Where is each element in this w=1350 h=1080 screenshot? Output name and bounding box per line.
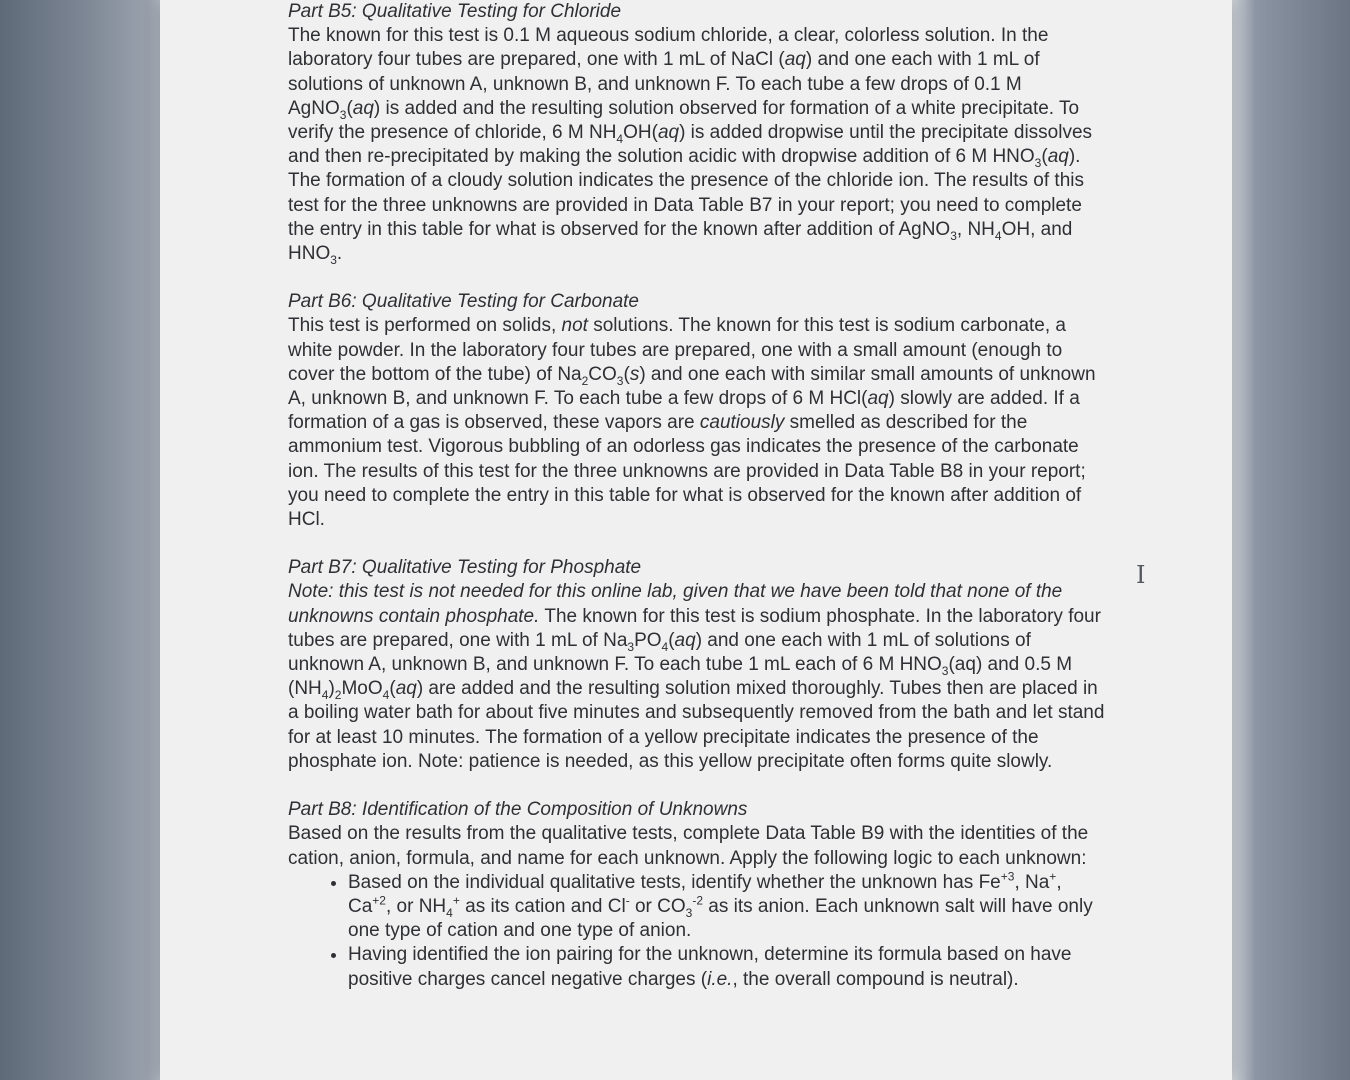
document-page: [160, 0, 1232, 1080]
paragraph-b6: This test is performed on solids, not solutions. The known for this test is sodium carbonate, a white powder. In the laboratory four tubes are prepared, one with a small amount (enough to cover the bottom of the tube) of $Na_2CO_3(s)$ and one each with similar small amounts of unknown A, unknown B, and unknown F. To each tube a few drops of 6 M HCl(aq) slowly are added. If a formation of a gas is observed, these vapors are cautiously smelled as described for the ammonium test. Vigorous bubbling of an odorless gas indicates the presence of the carbonate ion. The results of this test for the three unknowns are provided in Data Table B8 in your report; you need to complete the entry in this table for what is observed for the known after addition of HCl.: [288, 315, 1096, 531]
paragraph-b8-intro: Based on the results from the qualitative tests, complete Data Table B9 with the identities of the cation, anion, formula, and name for each unknown. Apply the following logic to each unknown:: [288, 823, 1089, 869]
section-b7: [288, 556, 1108, 774]
section-heading-b7: Part B7: Qualitative Testing for Phosphate: [288, 557, 642, 579]
bullet-list-b8: [288, 871, 1108, 992]
list-item: • Having identified the ion pairing for the unknown, determine its formula based on have positive charges cancel negative charges (i.e., the overall compound is neutral).: [348, 943, 1108, 991]
section-heading-b8: Part B8: Identification of the Composition of Unknowns: [288, 799, 748, 821]
list-item: • Based on the individual qualitative tests, identify whether the unknown has $Fe^{+3}$, Na+, $Ca^{+2}$, or $NH_4^+$ as its cation and Cl- or $CO_3^{-2}$ as its anion. Each unknown salt will have only one type of cation and one type of anion.: [348, 871, 1108, 944]
text-cursor-icon: I: [1136, 561, 1146, 589]
paragraph-b7: Note: this test is not needed for this online lab, given that we have been told that none of the unknowns contain phosphate. The known for this test is sodium phosphate. In the laboratory four tubes are prepared, one with 1 mL of $Na_3PO_4(aq)$ and one each with 1 mL of solutions of unknown A, unknown B, and unknown F. To each tube 1 mL each of 6 M $HNO_3(aq)$ and 0.5 M $(NH_4)_2MoO_4(aq)$ are added and the resulting solution mixed thoroughly. Tubes then are placed in a boiling water bath for about five minutes and subsequently removed from the bath and let stand for at least 10 minutes. The formation of a yellow precipitate indicates the presence of the phosphate ion. Note: patience is needed, as this yellow precipitate often forms quite slowly.: [288, 581, 1105, 772]
section-b6: [288, 290, 1108, 532]
section-heading-b6: Part B6: Qualitative Testing for Carbonate: [288, 291, 639, 313]
section-heading-b5: Part B5: Qualitative Testing for Chloride: [288, 1, 622, 22]
section-b8: [288, 798, 1108, 992]
document-content: [288, 0, 1108, 1016]
paragraph-b5: The known for this test is 0.1 M aqueous sodium chloride, a clear, colorless solution. In the laboratory four tubes are prepared, one with 1 mL of NaCl (aq) and one each with 1 mL of solutions of unknown A, unknown B, and unknown F. To each tube a few drops of 0.1 M AgNO$_3$(aq) is added and the resulting solution observed for formation of a white precipitate. To verify the presence of chloride, 6 M $NH_4OH(aq)$ is added dropwise until the precipitate dissolves and then re-precipitated by making the solution acidic with dropwise addition of 6 M $HNO_3(aq)$. The formation of a cloudy solution indicates the presence of the chloride ion. The results of this test for the three unknowns are provided in Data Table B7 in your report; you need to complete the entry in this table for what is observed for the known after addition of AgNO$_3$, $NH_4OH$, and $HNO_3$.: [288, 25, 1093, 267]
note-b7: Note: this test is not needed for this online lab, given that we have been told that none of the unknowns contain phosphate.: [288, 581, 1063, 627]
section-b5: [288, 0, 1108, 266]
